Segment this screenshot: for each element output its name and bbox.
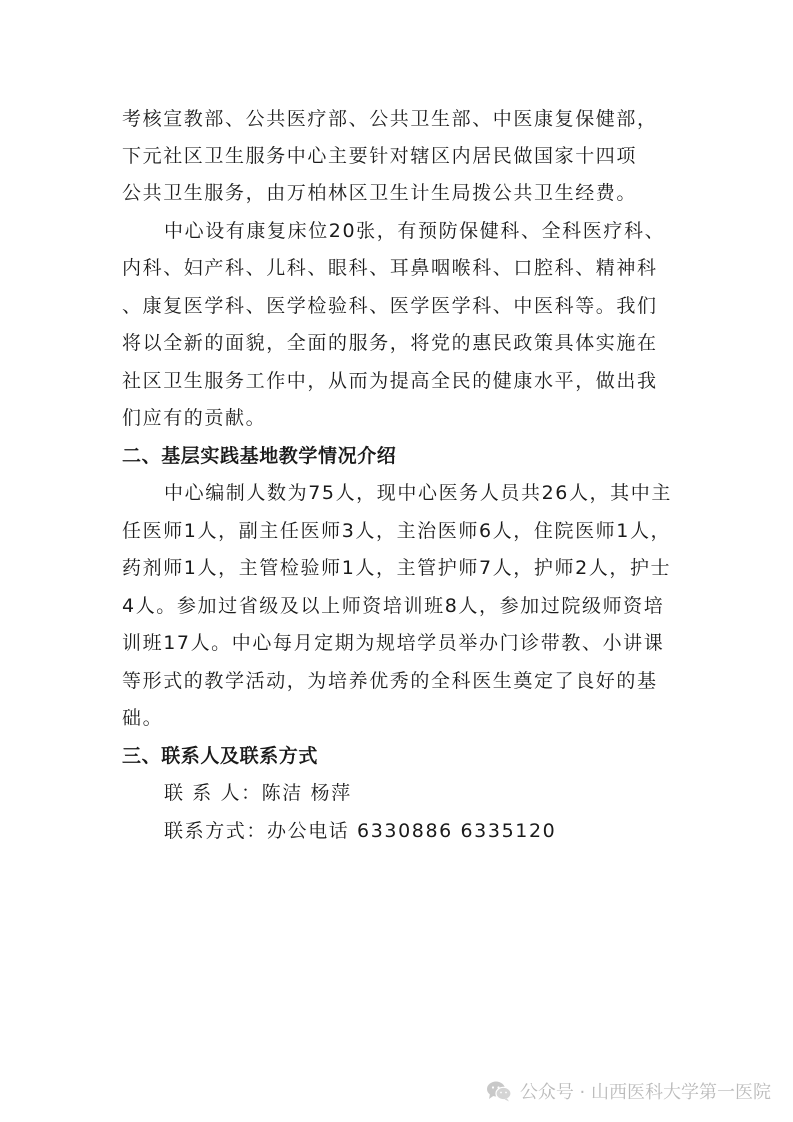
body-line-5: 内科、妇产科、儿科、眼科、耳鼻咽喉科、口腔科、精神科 <box>122 257 658 279</box>
wechat-icon <box>486 1080 512 1102</box>
body-line-3: 公共卫生服务，由万柏林区卫生计生局拨公共卫生经费。 <box>122 182 638 204</box>
contact-method: 联系方式：办公电话 6330886 6335120 <box>164 820 557 842</box>
contact-person: 联 系 人：陈洁 杨萍 <box>164 782 352 804</box>
body-line-9: 们应有的贡献。 <box>122 407 267 429</box>
section-3-heading: 三、联系人及联系方式 <box>122 745 319 767</box>
body-line-2: 下元社区卫生服务中心主要针对辖区内居民做国家十四项 <box>122 145 638 167</box>
section-2-line-1: 中心编制人数为75人，现中心医务人员共26人，其中主 <box>164 482 672 504</box>
section-2-line-7: 础。 <box>122 707 164 729</box>
wechat-watermark <box>486 1078 771 1104</box>
section-2-line-4: 4人。参加过省级及以上师资培训班8人，参加过院级师资培 <box>122 595 665 617</box>
body-line-6: 、康复医学科、医学检验科、医学医学科、中医科等。我们 <box>122 295 658 317</box>
body-line-7: 将以全新的面貌，全面的服务，将党的惠民政策具体实施在 <box>122 332 658 354</box>
body-line-1: 考核宣教部、公共医疗部、公共卫生部、中医康复保健部， <box>122 108 658 130</box>
watermark-text: 公众号 · 山西医科大学第一医院 <box>519 1082 771 1103</box>
section-2-line-2: 任医师1人，副主任医师3人，主治医师6人，住院医师1人， <box>122 520 672 542</box>
section-2-line-5: 训班17人。中心每月定期为规培学员举办门诊带教、小讲课 <box>122 632 665 654</box>
body-line-8: 社区卫生服务工作中，从而为提高全民的健康水平，做出我 <box>122 370 658 392</box>
section-2-line-3: 药剂师1人，主管检验师1人，主管护师7人，护师2人，护士 <box>122 557 672 579</box>
section-2-heading: 二、基层实践基地教学情况介绍 <box>122 445 397 467</box>
section-2-line-6: 等形式的教学活动，为培养优秀的全科医生奠定了良好的基 <box>122 670 658 692</box>
body-line-4: 中心设有康复床位20张，有预防保健科、全科医疗科、 <box>164 220 666 242</box>
